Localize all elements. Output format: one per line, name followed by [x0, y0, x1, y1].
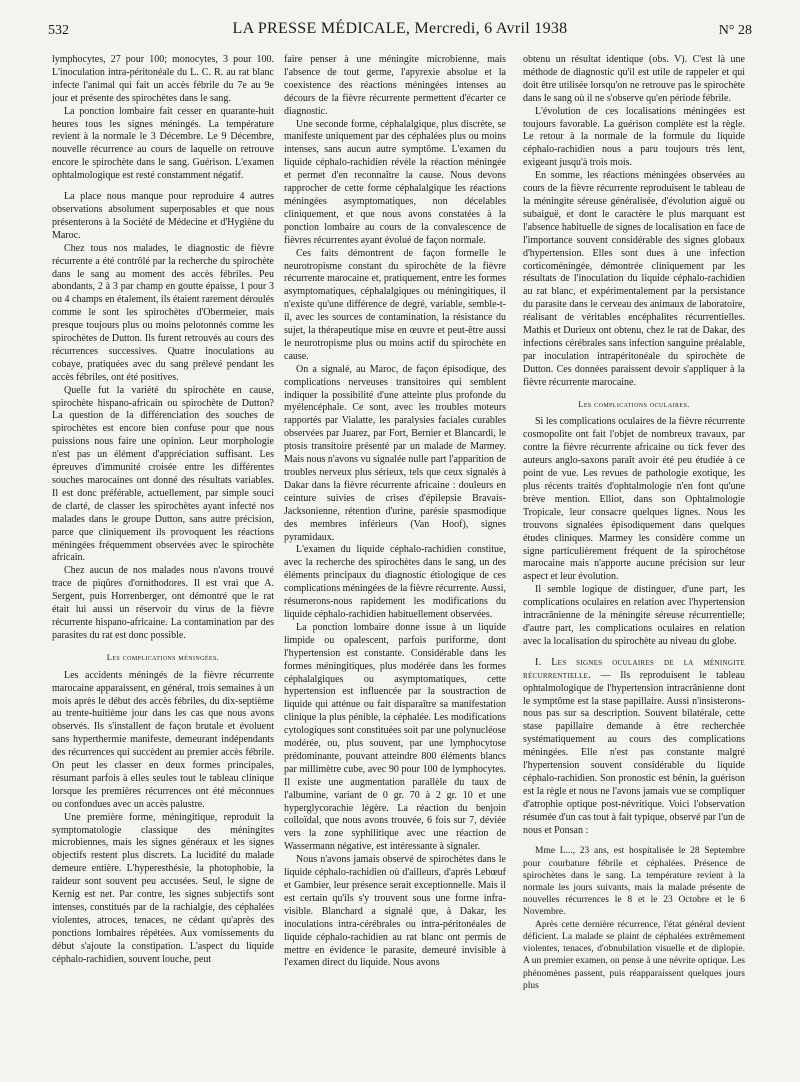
- body-paragraph: obtenu un résultat identique (obs. V). C'est là une méthode de diagnostic qu'il est utile de rappeler et qui doit être utilisée lorsqu'on ne retrouve pas le spirochète dans le sang où il ne s'observe qu'en période fébrile.: [523, 54, 745, 104]
- body-paragraph: Quelle fut la variété du spirochète en cause, spirochète hispano-africain ou spirochète de Dutton? La question de la différenciation des souches de spirochètes est encore bien confuse pour que nous puissions nous faire une opinion. Leur morphologie n'est pas un élément d'appréciation suffisant. Les épreuves d'immunité croisée entre les différentes souches marocaines ont donné des résultats variables. Il est donc préférable, actuellement, par simple souci de clarté, de classer les spirochètes ayant infecté nos malades dans le groupe Dutton, sans autre précision, parce que cliniquement ils provoquent les réactions méningées fréquemment observées avec le spirochète africain.: [52, 384, 274, 564]
- body-paragraph: L'examen du liquide céphalo-rachidien constitue, avec la recherche des spirochètes dans le sang, un des éléments principaux du diagnostic étiologique de ces complications méningées de la fièvre récurrente. Aussi, résumerons-nous rapidement les modifications du liquide céphalo-rachidien habituellement observées.: [284, 544, 506, 620]
- body-paragraph: Si les complications oculaires de la fièvre récurrente cosmopolite ont fait l'objet de nombreux travaux, par contre la fièvre récurrente africaine ou tick fever des auteurs anglo-saxons paraît avoir été peu étudiée à ce point de vue. Les revues de pathologie exotique, les plus récents traités d'ophtalmologie n'en font qu'une brève mention. Elliot, dans son Ophtalmologie Tropicale, leur consacre quelques lignes. Nous les trouvons signalées épisodiquement dans quelques études cliniques. Marmey les considère comme un signe particulièrement fréquent de la spirochétose marocaine mais n'apporte aucune précision sur leur aspect et leur évolution.: [523, 416, 745, 583]
- body-paragraph: Les accidents méningés de la fièvre récurrente marocaine apparaissent, en général, trois semaines à un mois après le début des accès fébriles, du dix-septième au trente-huitième jour dans les cas que nous avons observés. Ils s'installent de façon brutale et évoluent sans hyperthermie manifeste, demeurant indépendants des récurrences qui succèdent au premier accès fébrile. On peut les classer en deux formes principales, résumant parfois à elles seules tout le tableau clinique lorsque les premières récurrences ont été méconnues ou confondues avec un accès palustre.: [52, 669, 274, 810]
- body-paragraph: Une première forme, méningitique, reproduit la symptomatologie classique des méningites microbiennes, mais les signes généraux et les signes objectifs restent plus discrets. La lucidité du malade demeure entière. L'hyperesthésie, la photophobie, la raideur sont souvent peu accusées. Seul, le signe de Kernig est net. Par contre, les signes subjectifs sont intenses, constitués par de la rachialgie, des céphalées violentes, atroces, tenaces, ne cédant qu'après des ponctions lombaires répétées. Aux vomissements du début s'ajoute la constipation. L'aspect du liquide céphalo-rachidien, souvent louche, peut: [52, 811, 274, 965]
- body-paragraph: La place nous manque pour reproduire 4 autres observations absolument superposables et que nous présenterons à la Société de Médecine et d'Hygiène du Maroc.: [52, 191, 274, 241]
- body-paragraph: En somme, les réactions méningées observées au cours de la fièvre récurrente reproduisent le tableau de la méningite séreuse généralisée, d'évolution aiguë ou subaiguë, et dont le caractère le plus marquant est l'absence habituelle de signes de localisation en face de l'importance souvent considérable des signes globaux d'hypertension. Elles sont dues à une infection corticoméningée, démontrée cliniquement par les résultats de l'inoculation du liquide céphalo-rachidien au rat blanc, et expérimentalement par la persistance du parasite dans le cerveau des animaux de laboratoire, réalisant de véritables encéphalites récurrentielles. Mathis et Durieux ont obtenu, chez le rat de Dakar, des infections cérébrales sans infection sanguine préalable, par inoculation intrapéritonéale du spirochète de Dutton. Ces données paraissent devoir s'appliquer à la fièvre récurrente marocaine.: [523, 170, 745, 388]
- body-paragraph: faire penser à une méningite microbienne, mais l'absence de tout germe, l'apyrexie absolue et la coexistence des réactions méningées intenses au décours de la fièvre récurrente permettent d'écarter ce diagnostic.: [284, 54, 506, 117]
- body-paragraph: On a signalé, au Maroc, de façon épisodique, des complications nerveuses transitoires qui semblent indiquer la possibilité d'une atteinte plus profonde du myélencéphale. Ce sont, avec les troubles moteurs rapportés par Vialatte, les paralysies faciales curables observées par Juarez, par Fort, Bernier et Blancardi, le ptosis transitoire présenté par un malade de Marmey. Mais nous n'avons vu signalée nulle part l'apparition de troubles nerveux plus sérieux, tels que ceux signalés à Dakar dans la fièvre récurrente africaine : douleurs en ceinture suivies de crises d'épilepsie Bravais-Jacksonienne, rétention d'urine, parésie spasmodique des membres inférieurs (Van Hoof), signes pyramidaux.: [284, 363, 506, 543]
- body-paragraph: Chez tous nos malades, le diagnostic de fièvre récurrente a été contrôlé par la recherche du spirochète dans le sang au moment des accès fébriles. Peu abondants, 2 à 3 par champ en goutte épaisse, 1 pour 3 ou 4 champs en étalement, ils étaient rarement déroulés comme le sont les spirochètes d'Obermeier, mais presque toujours plus ou moins pelotonnés comme les spirochètes de Dutton. Ils furent retrouvés au cours des récurrences successives. Quatre inoculations au cobaye, pratiquées avec du sang prélevé pendant les accès fébriles, ont été positives.: [52, 242, 274, 383]
- body-paragraph: Ces faits démontrent de façon formelle le neurotropisme constant du spirochète de la fièvre récurrente marocaine et, pratiquement, entre les formes asymptomatiques, céphalalgiques ou méningitiques, il n'existe qu'une différence de degré, variable, semble-t-il, avec les sources de contamination, la résistance du sujet, la thérapeutique mise en œuvre et peut-être aussi le neurotropisme plus ou moins actif du spirochète en cause.: [284, 247, 506, 362]
- issue-number: N° 28: [718, 23, 752, 38]
- body-paragraph: L'évolution de ces localisations méningées est toujours favorable. La guérison complète est la règle. Le retour à la normale de la formule du liquide céphalo-rachidien nous a paru toujours très lent, exigeant jusqu'à trois mois.: [523, 105, 745, 169]
- subsection-text: — Ils reproduisent le tableau ophtalmologique de l'hypertension intracrânienne dont le symptôme est la stase papillaire. Aussi n'insisterons-nous pas sur sa description. Souvent bilatérale, cette stase papillaire demande à être recherchée systématiquement au cours des complications méningées. Elle n'est pas constante malgré l'hypertension souvent considérable du liquide céphalo-rachidien. Son pronostic est bénin, la guérison est la règle et nous ne l'avons jamais vue se compliquer d'atrophie optique post-névritique. Voici l'observation résumée d'un cas tout à fait typique, observé par l'un de nous et Ponsan :: [523, 669, 745, 836]
- body-paragraph: Nous n'avons jamais observé de spirochètes dans le liquide céphalo-rachidien où d'ailleurs, d'après Lebœuf et Gambier, leur présence serait exceptionnelle. Mais il est certain qu'ils s'y trouvent sous une forme infra-visible. Blanchard a signalé que, à Dakar, les inoculations intra-cérébrales ou intra-péritonéales de liquide céphalo-rachidien au rat blanc ont permis de mettre en évidence le parasite, demeuré invisible à l'examen direct du liquide. Nous avons: [284, 854, 506, 969]
- text-column-middle: [284, 54, 506, 1078]
- body-paragraph: Il semble logique de distinguer, d'une part, les complications oculaires en relation avec l'hypertension intracrânienne de la méningite séreuse récurrentielle; d'autre part, les complications oculaires en relation avec la localisation du spirochète au niveau du globe.: [523, 584, 745, 647]
- body-paragraph: La ponction lombaire donne issue à un liquide limpide ou opalescent, parfois puriforme, dont l'hypertension est constante. Considérable dans les formes méningitiques, plus modérée dans les formes céphalalgiques ou asymptomatiques, cette hypertension est influencée par la soustraction de liquide qui atténue ou fait disparaître sa manifestation clinique la plus pénible, la céphalée. Les modifications cytologiques sont constituées soit par une polynucléose modérée, ou, plus souvent, par une lymphocytose prédominante, pouvant atteindre 800 éléments blancs par millimètre cube, avec 90 pour 100 de lymphocytes. Il existe une augmentation parallèle du taux de l'albumine, variant de 0 gr. 70 à 2 gr. 10 et une hyperglycorachie légère. La réaction du benjoin colloïdal, que nous avons trouvée, 6 fois sur 7, déviée vers la zone syphilitique avec une réaction de Wassermann négative, est intéressante à signaler.: [284, 621, 506, 853]
- section-heading: Les complications méningées.: [106, 651, 220, 662]
- spacer: [523, 837, 745, 845]
- page-header: [48, 20, 752, 44]
- spacer: [52, 183, 274, 191]
- subsection-paragraph: [523, 657, 745, 838]
- case-report-paragraph: Mme L..., 23 ans, est hospitalisée le 28 Septembre pour courbature fébrile et céphalées. Présence de spirochètes dans le sang. La température revient à la normale les jours suivants, mais la malade présente de nouvelles récurrences le 8 et le 23 Octobre et le 6 Novembre.: [523, 846, 745, 918]
- text-column-left: [52, 54, 274, 1078]
- case-report-paragraph: Après cette dernière récurrence, l'état général devient déficient. La malade se plaint de céphalées extrêmement violentes, tenaces, d'obnubilation visuelle et de diplopie. A un premier examen, on pense à une névrite optique. Les phénomènes passent, puis réapparaissent quelques jours plus: [523, 919, 745, 991]
- section-heading: Les complications oculaires.: [578, 398, 690, 409]
- text-column-right: [523, 54, 745, 1078]
- body-paragraph: Chez aucun de nos malades nous n'avons trouvé trace de piqûres d'ornithodores. Il est vrai que A. Sergent, puis Horrenberger, ont démontré que le rat était lui aussi un réservoir du virus de la fièvre récurrente hispano-africaine. La contamination par des parasites du rat est donc possible.: [52, 565, 274, 641]
- body-paragraph: Une seconde forme, céphalalgique, plus discrète, se manifeste uniquement par des céphalées plus ou moins intenses, sans aucun autre symptôme. L'examen du liquide céphalo-rachidien révèle la réaction méningée et permet d'en reconnaître la cause. Nous devons rapprocher de cette forme céphalalgique les réactions méningées asymptomatiques, non décelables cliniquement, et que nous avons constatées à la ponction lombaire au cours de la convalescence de fièvres récurrentes ayant évolué de façon normale.: [284, 118, 506, 246]
- spacer: [523, 649, 745, 657]
- page-number: 532: [48, 23, 69, 38]
- journal-title: LA PRESSE MÉDICALE, Mercredi, 6 Avril 1938: [232, 20, 568, 37]
- body-paragraph: lymphocytes, 27 pour 100; monocytes, 3 pour 100. L'inoculation intra-péritonéale du L. C. R. au rat blanc infecte l'animal qui fait un accès fébrile du 7e au 9e jour et présente des spirochètes dans le sang.: [52, 54, 274, 104]
- body-paragraph: La ponction lombaire fait cesser en quarante-huit heures tous les signes méningés. La température revient à la normale le 3 Décembre. Le 9 Décembre, nouvelle récurrence au cours de laquelle on retrouve encore le spirochète dans le sang. Guérison. L'examen ophtalmologique est resté constamment négatif.: [52, 105, 274, 182]
- subsection-lead: I. Les signes oculaires de la méningite récurrentielle.: [523, 656, 745, 681]
